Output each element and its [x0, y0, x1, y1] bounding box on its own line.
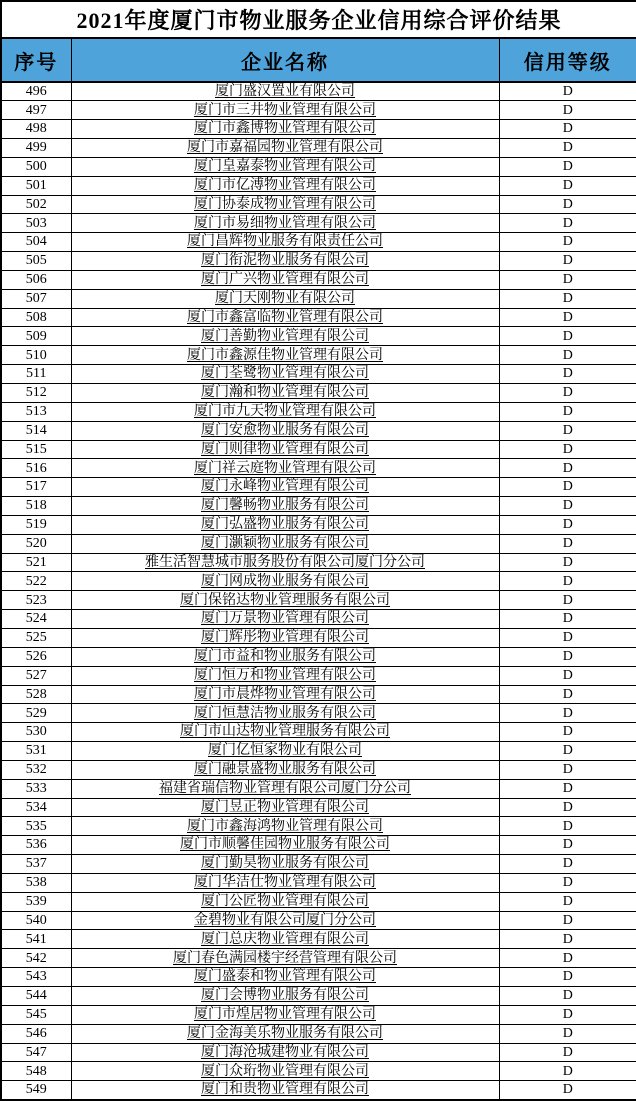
table-row: [1, 591, 636, 610]
credit-grade-value: D: [499, 421, 636, 440]
table-row: [1, 610, 636, 629]
table-row: [1, 157, 636, 176]
credit-grade-value: D: [499, 572, 636, 591]
company-name: 厦门保铭达物业管理服务有限公司: [71, 591, 499, 610]
credit-grade-value: D: [499, 120, 636, 139]
credit-grade-value: D: [499, 723, 636, 742]
table-row: [1, 534, 636, 553]
table-row: [1, 195, 636, 214]
credit-grade-value: D: [499, 628, 636, 647]
row-number: 529: [1, 704, 71, 723]
table-row: [1, 365, 636, 384]
row-number: 537: [1, 855, 71, 874]
row-number: 504: [1, 233, 71, 252]
row-number: 514: [1, 421, 71, 440]
company-name: 厦门融景盛物业服务有限公司: [71, 760, 499, 779]
row-number: 507: [1, 289, 71, 308]
table-row: [1, 855, 636, 874]
company-name: 厦门总庆物业管理有限公司: [71, 930, 499, 949]
table-row: [1, 515, 636, 534]
credit-grade-value: D: [499, 647, 636, 666]
company-name: 厦门荃鹭物业管理有限公司: [71, 365, 499, 384]
row-number: 548: [1, 1062, 71, 1081]
company-name: 厦门金海美乐物业服务有限公司: [71, 1024, 499, 1043]
table-row: [1, 930, 636, 949]
company-name: 厦门市嘉福园物业管理有限公司: [71, 139, 499, 158]
company-name: 厦门永峰物业管理有限公司: [71, 478, 499, 497]
table-row: [1, 233, 636, 252]
company-name: 厦门善勤物业管理有限公司: [71, 327, 499, 346]
table-row: [1, 949, 636, 968]
row-number: 530: [1, 723, 71, 742]
row-number: 516: [1, 459, 71, 478]
company-name: 厦门恒慧洁物业服务有限公司: [71, 704, 499, 723]
company-name: 厦门天刚物业有限公司: [71, 289, 499, 308]
row-number: 522: [1, 572, 71, 591]
row-number: 528: [1, 685, 71, 704]
table-row: [1, 723, 636, 742]
table-row: [1, 817, 636, 836]
table-row: [1, 1043, 636, 1062]
credit-grade-value: D: [499, 553, 636, 572]
credit-grade-value: D: [499, 760, 636, 779]
credit-grade-value: D: [499, 384, 636, 403]
company-name: 厦门市益和物业服务有限公司: [71, 647, 499, 666]
row-number: 512: [1, 384, 71, 403]
column-header-row: [1, 38, 636, 82]
table-row: [1, 421, 636, 440]
company-name: 厦门馨畅物业服务有限公司: [71, 497, 499, 516]
table-row: [1, 327, 636, 346]
table-row: [1, 1024, 636, 1043]
company-name: 厦门市山达物业管理服务有限公司: [71, 723, 499, 742]
table-row: [1, 572, 636, 591]
row-number: 538: [1, 873, 71, 892]
credit-grade-value: D: [499, 1005, 636, 1024]
company-name: 厦门市三井物业管理有限公司: [71, 101, 499, 120]
row-number: 513: [1, 402, 71, 421]
company-name: 厦门春色满园楼宇经营管理有限公司: [71, 949, 499, 968]
table-row: [1, 760, 636, 779]
row-number: 497: [1, 101, 71, 120]
company-name: 雅生活智慧城市服务股份有限公司厦门分公司: [71, 553, 499, 572]
table-row: [1, 459, 636, 478]
column-header-credit-grade: 信用等级: [499, 38, 636, 82]
credit-grade-value: D: [499, 139, 636, 158]
company-name: 厦门网成物业服务有限公司: [71, 572, 499, 591]
credit-grade-value: D: [499, 704, 636, 723]
credit-grade-value: D: [499, 685, 636, 704]
credit-grade-value: D: [499, 308, 636, 327]
row-number: 545: [1, 1005, 71, 1024]
credit-grade-value: D: [499, 591, 636, 610]
company-name: 厦门皇嘉泰物业管理有限公司: [71, 157, 499, 176]
company-name: 厦门市鑫海鸿物业管理有限公司: [71, 817, 499, 836]
table-row: [1, 742, 636, 761]
company-name: 厦门万景物业管理有限公司: [71, 610, 499, 629]
table-row: [1, 384, 636, 403]
credit-grade-value: D: [499, 327, 636, 346]
credit-grade-value: D: [499, 817, 636, 836]
credit-grade-value: D: [499, 779, 636, 798]
company-name: 厦门华洁仕物业管理有限公司: [71, 873, 499, 892]
row-number: 518: [1, 497, 71, 516]
row-number: 532: [1, 760, 71, 779]
credit-grade-value: D: [499, 855, 636, 874]
row-number: 509: [1, 327, 71, 346]
credit-grade-value: D: [499, 1024, 636, 1043]
table-row: [1, 139, 636, 158]
row-number: 544: [1, 987, 71, 1006]
row-number: 517: [1, 478, 71, 497]
row-number: 503: [1, 214, 71, 233]
table-row: [1, 968, 636, 987]
company-name: 厦门盛汉置业有限公司: [71, 82, 499, 101]
credit-grade-value: D: [499, 252, 636, 271]
row-number: 508: [1, 308, 71, 327]
table-row: [1, 892, 636, 911]
table-body: [1, 82, 636, 1100]
credit-grade-value: D: [499, 930, 636, 949]
credit-grade-value: D: [499, 440, 636, 459]
table-row: [1, 440, 636, 459]
credit-grade-value: D: [499, 968, 636, 987]
company-name: 厦门安愈物业服务有限公司: [71, 421, 499, 440]
company-name: 厦门市顺馨佳园物业服务有限公司: [71, 836, 499, 855]
credit-grade-value: D: [499, 1043, 636, 1062]
credit-grade-value: D: [499, 365, 636, 384]
row-number: 540: [1, 911, 71, 930]
row-number: 526: [1, 647, 71, 666]
company-name: 厦门会博物业服务有限公司: [71, 987, 499, 1006]
credit-grade-value: D: [499, 346, 636, 365]
row-number: 521: [1, 553, 71, 572]
company-name: 厦门市晨烨物业管理有限公司: [71, 685, 499, 704]
credit-grade-value: D: [499, 289, 636, 308]
row-number: 502: [1, 195, 71, 214]
table-row: [1, 402, 636, 421]
credit-grade-value: D: [499, 270, 636, 289]
row-number: 511: [1, 365, 71, 384]
table-row: [1, 308, 636, 327]
row-number: 535: [1, 817, 71, 836]
table-row: [1, 497, 636, 516]
company-name: 厦门市鑫源佳物业管理有限公司: [71, 346, 499, 365]
column-header-no: 序号: [1, 38, 71, 82]
company-name: 厦门市亿溥物业管理有限公司: [71, 176, 499, 195]
credit-grade-value: D: [499, 610, 636, 629]
company-name: 厦门灏颖物业服务有限公司: [71, 534, 499, 553]
credit-grade-value: D: [499, 666, 636, 685]
row-number: 546: [1, 1024, 71, 1043]
company-name: 厦门衔泥物业服务有限公司: [71, 252, 499, 271]
company-name: 厦门众珩物业管理有限公司: [71, 1062, 499, 1081]
table-row: [1, 1062, 636, 1081]
table-row: [1, 270, 636, 289]
company-name: 厦门和贵物业管理有限公司: [71, 1081, 499, 1100]
row-number: 501: [1, 176, 71, 195]
company-name: 厦门市九天物业管理有限公司: [71, 402, 499, 421]
credit-grade-value: D: [499, 515, 636, 534]
row-number: 506: [1, 270, 71, 289]
row-number: 549: [1, 1081, 71, 1100]
table-row: [1, 478, 636, 497]
row-number: 533: [1, 779, 71, 798]
table-row: [1, 214, 636, 233]
credit-grade-value: D: [499, 214, 636, 233]
company-name: 厦门昱正物业管理有限公司: [71, 798, 499, 817]
company-name: 厦门亿恒家物业有限公司: [71, 742, 499, 761]
company-name: 福建省瑞信物业管理有限公司厦门分公司: [71, 779, 499, 798]
credit-grade-value: D: [499, 402, 636, 421]
row-number: 542: [1, 949, 71, 968]
company-name: 厦门恒万和物业管理有限公司: [71, 666, 499, 685]
row-number: 499: [1, 139, 71, 158]
table-row: [1, 911, 636, 930]
row-number: 496: [1, 82, 71, 101]
table-row: [1, 647, 636, 666]
table-row: [1, 987, 636, 1006]
table-row: [1, 553, 636, 572]
credit-grade-value: D: [499, 459, 636, 478]
company-name: 厦门昌辉物业服务有限责任公司: [71, 233, 499, 252]
company-name: 厦门广兴物业管理有限公司: [71, 270, 499, 289]
table-row: [1, 289, 636, 308]
table-row: [1, 82, 636, 101]
row-number: 523: [1, 591, 71, 610]
row-number: 541: [1, 930, 71, 949]
credit-grade-value: D: [499, 798, 636, 817]
credit-grade-value: D: [499, 534, 636, 553]
credit-grade-value: D: [499, 478, 636, 497]
credit-grade-value: D: [499, 497, 636, 516]
company-name: 厦门市鑫博物业管理有限公司: [71, 120, 499, 139]
row-number: 536: [1, 836, 71, 855]
company-name: 厦门协泰成物业管理有限公司: [71, 195, 499, 214]
table-row: [1, 685, 636, 704]
company-name: 厦门市易细物业管理有限公司: [71, 214, 499, 233]
table-row: [1, 346, 636, 365]
company-name: 厦门瀚和物业管理有限公司: [71, 384, 499, 403]
row-number: 510: [1, 346, 71, 365]
table-row: [1, 873, 636, 892]
company-name: 厦门祥云庭物业管理有限公司: [71, 459, 499, 478]
company-name: 厦门海沧城建物业有限公司: [71, 1043, 499, 1062]
company-name: 厦门则律物业管理有限公司: [71, 440, 499, 459]
row-number: 547: [1, 1043, 71, 1062]
credit-grade-value: D: [499, 987, 636, 1006]
row-number: 500: [1, 157, 71, 176]
company-name: 厦门市煌居物业管理有限公司: [71, 1005, 499, 1024]
credit-grade-value: D: [499, 1062, 636, 1081]
credit-grade-value: D: [499, 157, 636, 176]
table-row: [1, 1005, 636, 1024]
row-number: 525: [1, 628, 71, 647]
row-number: 539: [1, 892, 71, 911]
credit-grade-value: D: [499, 873, 636, 892]
credit-grade-value: D: [499, 233, 636, 252]
company-name: 厦门公匠物业管理有限公司: [71, 892, 499, 911]
table-row: [1, 798, 636, 817]
table-row: [1, 666, 636, 685]
credit-grade-value: D: [499, 82, 636, 101]
table-row: [1, 101, 636, 120]
row-number: 520: [1, 534, 71, 553]
credit-grade-value: D: [499, 101, 636, 120]
row-number: 531: [1, 742, 71, 761]
company-name: 金碧物业有限公司厦门分公司: [71, 911, 499, 930]
company-name: 厦门辉彤物业管理有限公司: [71, 628, 499, 647]
row-number: 515: [1, 440, 71, 459]
row-number: 524: [1, 610, 71, 629]
credit-grade-value: D: [499, 911, 636, 930]
row-number: 498: [1, 120, 71, 139]
table-row: [1, 252, 636, 271]
title-row: [1, 1, 636, 38]
company-name: 厦门勤昊物业服务有限公司: [71, 855, 499, 874]
table-row: [1, 176, 636, 195]
table-row: [1, 836, 636, 855]
row-number: 543: [1, 968, 71, 987]
table-row: [1, 779, 636, 798]
row-number: 505: [1, 252, 71, 271]
credit-grade-value: D: [499, 742, 636, 761]
credit-grade-value: D: [499, 949, 636, 968]
page-title: 2021年度厦门市物业服务企业信用综合评价结果: [1, 1, 636, 38]
row-number: 527: [1, 666, 71, 685]
column-header-company-name: 企业名称: [71, 38, 499, 82]
credit-grade-value: D: [499, 195, 636, 214]
table-row: [1, 628, 636, 647]
table-row: [1, 1081, 636, 1100]
row-number: 534: [1, 798, 71, 817]
table-row: [1, 704, 636, 723]
company-name: 厦门弘盛物业服务有限公司: [71, 515, 499, 534]
credit-grade-value: D: [499, 176, 636, 195]
table-row: [1, 120, 636, 139]
credit-grade-value: D: [499, 892, 636, 911]
company-name: 厦门盛泰和物业管理有限公司: [71, 968, 499, 987]
company-name: 厦门市鑫富临物业管理有限公司: [71, 308, 499, 327]
credit-grade-value: D: [499, 1081, 636, 1100]
credit-grade-value: D: [499, 836, 636, 855]
row-number: 519: [1, 515, 71, 534]
